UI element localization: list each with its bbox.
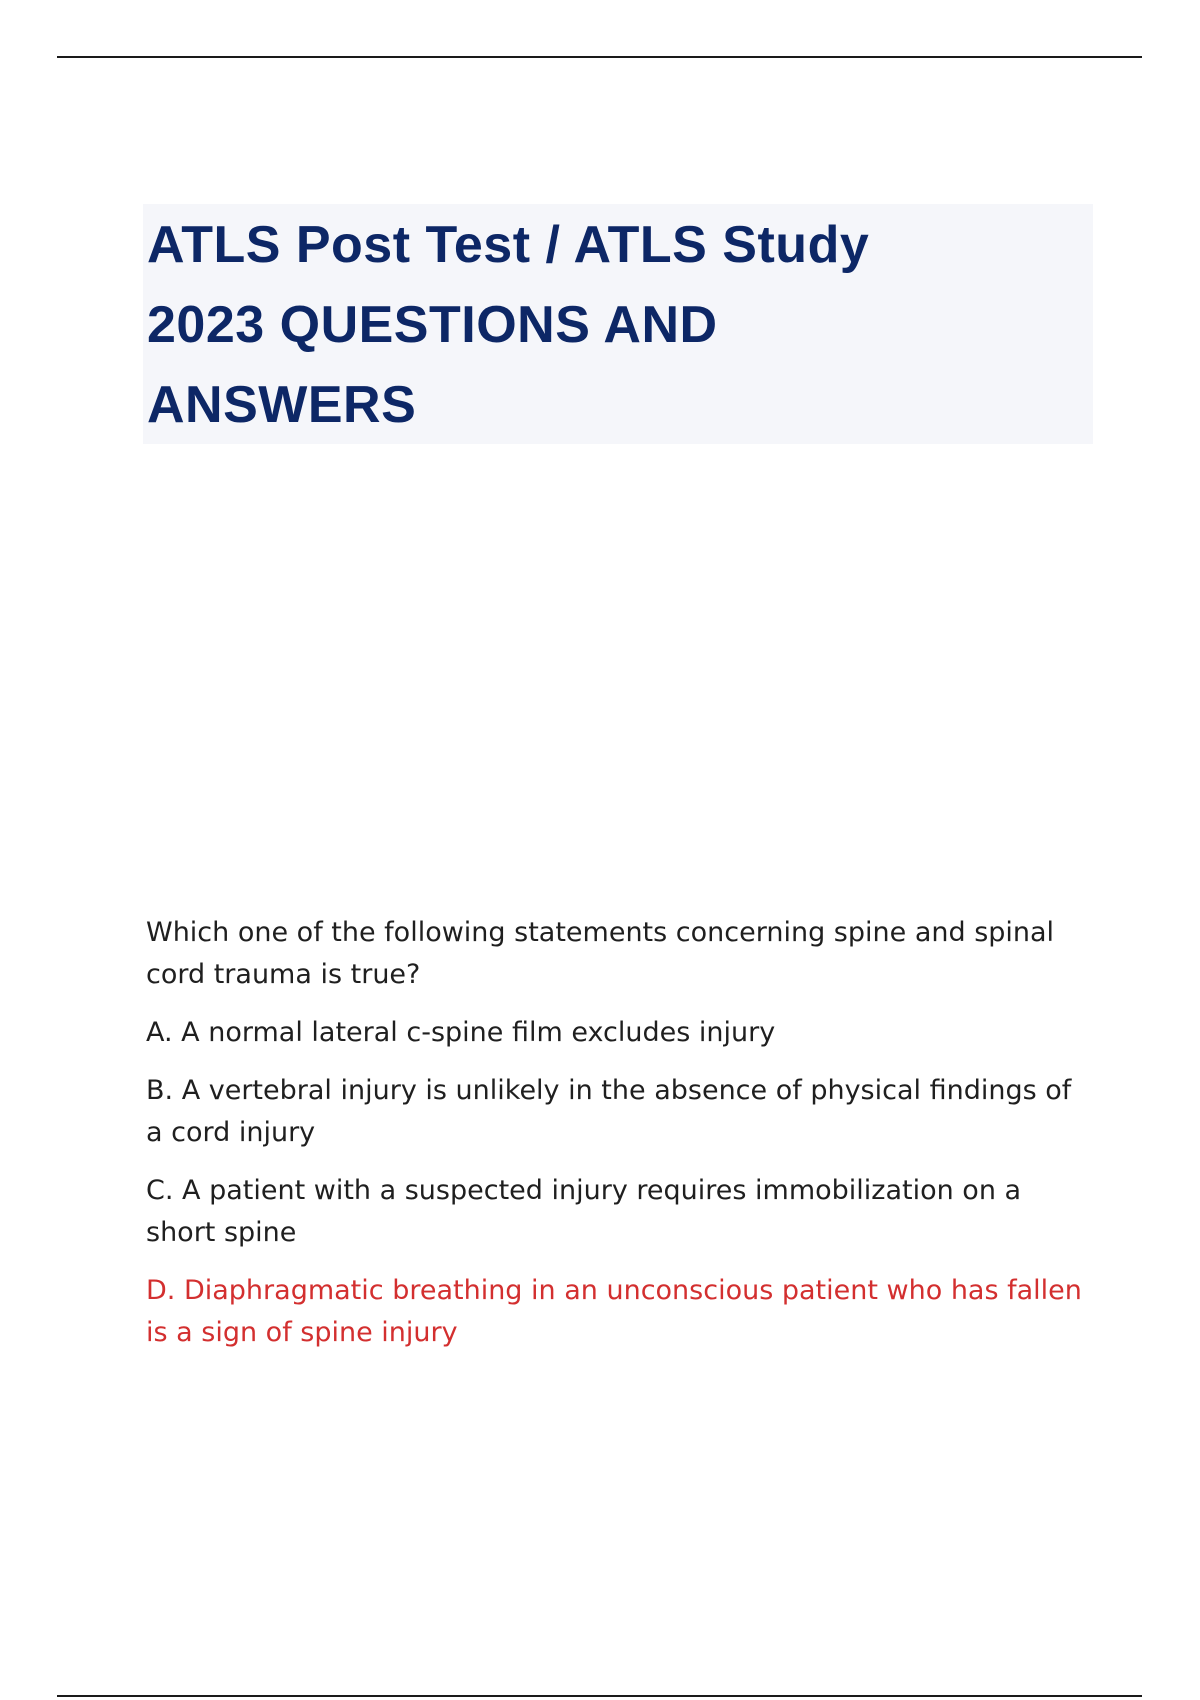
document-title [143,205,1093,445]
header-rule [57,56,1142,58]
title-line-2: 2023 QUESTIONS AND [147,296,718,354]
option-c: C. A patient with a suspected injury requires immobilization on a short spine [146,1175,1022,1248]
question-stem: Which one of the following statements concerning spine and spinal cord trauma is true? [146,917,1055,990]
option-a: A. A normal lateral c-spine film excludes injury [146,1017,776,1048]
title-line-1: ATLS Post Test / ATLS Study [147,216,870,274]
title-block [143,204,1093,444]
footer-rule [57,1695,1142,1697]
option-d-correct-answer: D. Diaphragmatic breathing in an unconscious patient who has fallen is a sign of spine injury [146,1275,1082,1348]
option-b: B. A vertebral injury is unlikely in the absence of physical findings of a cord injury [146,1075,1072,1148]
title-line-3: ANSWERS [147,376,417,434]
question-block [146,912,1096,1370]
